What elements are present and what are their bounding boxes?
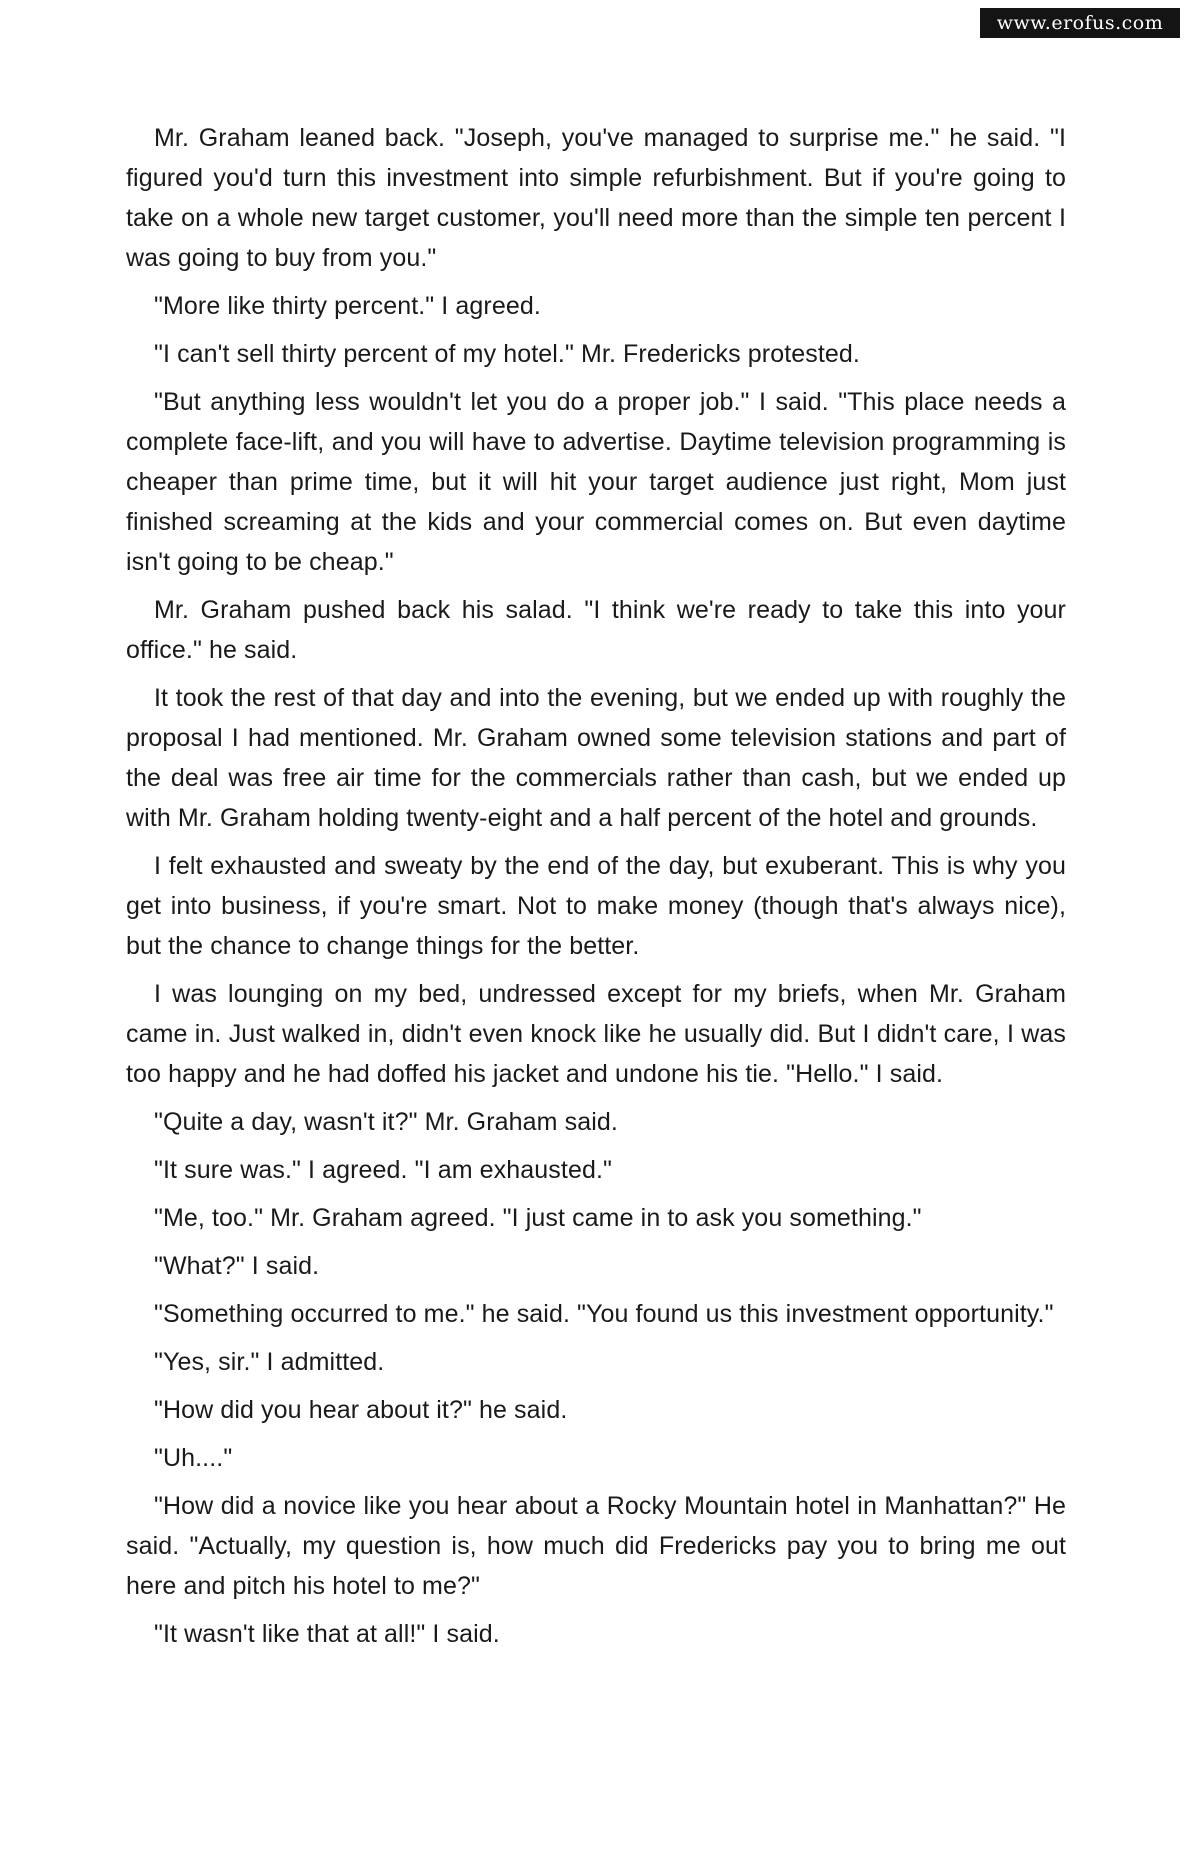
paragraph: Mr. Graham pushed back his salad. "I think we're ready to take this into your office." he said.: [126, 596, 1066, 664]
paragraph: "Quite a day, wasn't it?" Mr. Graham said.: [154, 1108, 618, 1136]
book-page-text: [126, 118, 1066, 1662]
paragraph: "It wasn't like that at all!" I said.: [154, 1620, 500, 1648]
paragraph: "I can't sell thirty percent of my hotel." Mr. Fredericks protested.: [154, 340, 860, 368]
paragraph: "Yes, sir." I admitted.: [154, 1348, 385, 1376]
paragraph: Mr. Graham leaned back. "Joseph, you've managed to surprise me." he said. "I figured you'd turn this investment into simple refurbishment. But if you're going to take on a whole new target customer, you'll need more than the simple ten percent I was going to buy from you.": [126, 124, 1066, 272]
paragraph: "But anything less wouldn't let you do a proper job." I said. "This place needs a complete face-lift, and you will have to advertise. Daytime television programming is cheaper than prime time, but it will hit your target audience just right, Mom just finished screaming at the kids and your commercial comes on. But even daytime isn't going to be cheap.": [126, 388, 1066, 576]
site-watermark: www.erofus.com: [980, 8, 1180, 38]
paragraph: "It sure was." I agreed. "I am exhausted.": [154, 1156, 612, 1184]
paragraph: "How did a novice like you hear about a Rocky Mountain hotel in Manhattan?" He said. "Actually, my question is, how much did Fredericks pay you to bring me out here and pitch his hotel to me?": [126, 1492, 1066, 1600]
paragraph: "Something occurred to me." he said. "You found us this investment opportunity.": [154, 1300, 1054, 1328]
paragraph: "What?" I said.: [154, 1252, 320, 1280]
paragraph: It took the rest of that day and into the evening, but we ended up with roughly the proposal I had mentioned. Mr. Graham owned some television stations and part of the deal was free air time for the commercials rather than cash, but we ended up with Mr. Graham holding twenty-eight and a half percent of the hotel and grounds.: [126, 684, 1066, 832]
paragraph: "How did you hear about it?" he said.: [154, 1396, 568, 1424]
paragraph: "Uh....": [154, 1444, 233, 1472]
paragraph: I felt exhausted and sweaty by the end of the day, but exuberant. This is why you get into business, if you're smart. Not to make money (though that's always nice), but the chance to change things for the better.: [126, 852, 1066, 960]
paragraph: "Me, too." Mr. Graham agreed. "I just came in to ask you something.": [154, 1204, 922, 1232]
paragraph: "More like thirty percent." I agreed.: [154, 292, 541, 320]
paragraph: I was lounging on my bed, undressed except for my briefs, when Mr. Graham came in. Just walked in, didn't even knock like he usually did. But I didn't care, I was too happy and he had doffed his jacket and undone his tie. "Hello." I said.: [126, 980, 1066, 1088]
